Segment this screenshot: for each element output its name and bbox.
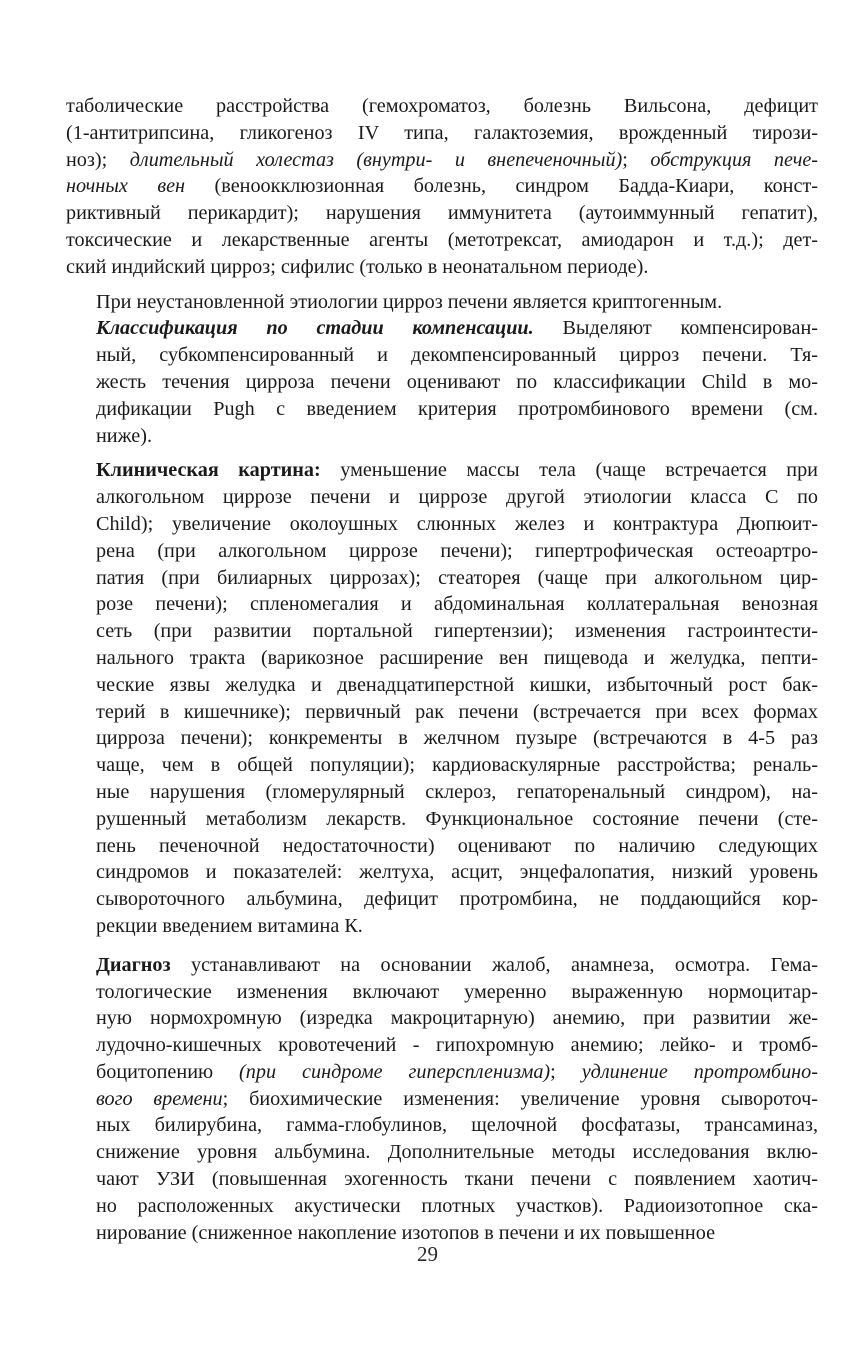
text-run: ; биохимические изменения: увеличение уровня сывороточ- [222, 1087, 818, 1110]
text-run: Классификация по стадии компенсации. [96, 317, 534, 340]
text-run: (1-антитрипсина, гликогеноз IV типа, галактоземия, врожденный тирози- [66, 121, 818, 144]
text-line [66, 806, 818, 833]
paragraph-etiology-continued [66, 93, 818, 281]
text-line [66, 699, 818, 726]
text-run: риктивный перикардит); нарушения иммунитета (аутоиммунный гепатит), [66, 202, 818, 225]
text-line [66, 147, 818, 174]
text-line [66, 93, 818, 120]
text-run: жесть течения цирроза печени оценивают по классификации Child в мо- [96, 370, 818, 393]
text-run: длительный холестаз (внутри- и внепеченочный) [129, 148, 623, 171]
text-run: лудочно-кишечных кровотечений - гипохромную анемию; лейко- и тромб- [96, 1034, 818, 1057]
text-run: нального тракта (варикозное расширение вен пищевода и желудка, пепти- [96, 646, 818, 669]
text-run: сывороточного альбумина, дефицит протромбина, не поддающийся кор- [96, 888, 818, 911]
text-run: ные нарушения (гломерулярный склероз, гепаторенальный синдром), на- [96, 780, 818, 803]
paragraph-diagnosis [66, 952, 818, 1247]
text-run: ночных вен [66, 175, 186, 198]
text-line [66, 618, 818, 645]
paragraph-cryptogenic [66, 289, 818, 316]
text-run: обструкция пече- [650, 148, 819, 171]
text-run: ; [622, 148, 651, 171]
text-line [66, 538, 818, 565]
text-run: ный, субкомпенсированный и декомпенсированный цирроз печени. Тя- [96, 344, 818, 367]
text-run: ческие язвы желудка и двенадцатиперстной кишки, избыточный рост бак- [96, 673, 818, 696]
text-run: розе печени); спленомегалия и абдоминальная коллатеральная венозная [96, 593, 818, 616]
text-run: таболические расстройства (гемохроматоз, болезнь Вильсона, дефицит [66, 95, 818, 117]
text-line [66, 423, 818, 450]
text-run: устанавливают на основании жалоб, анамнеза, осмотра. Гема- [170, 953, 818, 976]
text-line [66, 1112, 818, 1139]
body-text [66, 93, 818, 1246]
text-run: пень печеночной недостаточности) оценивают по наличию следующих [96, 834, 818, 857]
text-line [66, 120, 818, 147]
text-run: Выделяют компенсирован- [533, 317, 819, 340]
text-run: тологические изменения включают умеренно выраженную нормоцитар- [96, 980, 818, 1003]
text-line [66, 645, 818, 672]
text-run: ; [550, 1060, 582, 1083]
text-line [66, 173, 818, 200]
text-run: Клиническая картина: [96, 459, 321, 482]
paragraph-clinical-picture [66, 457, 818, 939]
text-line [66, 289, 818, 316]
text-run: рекции введением витамина К. [96, 914, 363, 937]
text-line [66, 886, 818, 913]
text-run: боцитопению [96, 1060, 240, 1083]
text-run: При неустановленной этиологии цирроз печени является криптогенным. [96, 290, 723, 313]
text-run: снижение уровня альбумина. Дополнительные методы исследования вклю- [96, 1141, 818, 1164]
text-line [66, 725, 818, 752]
text-line [66, 1193, 818, 1220]
text-run: ных билирубина, гамма-глобулинов, щелочной фосфатазы, трансаминаз, [96, 1114, 818, 1137]
text-line [66, 315, 818, 342]
text-run: чают УЗИ (повышенная эхогенность ткани печени с появлением хаотич- [96, 1168, 818, 1191]
text-run: цирроза печени); конкременты в желчном пузыре (встречаются в 4-5 раз [96, 727, 818, 750]
text-run: Диагноз [96, 953, 171, 976]
text-line [66, 1086, 818, 1113]
text-line [66, 200, 818, 227]
text-run: уменьшение массы тела (чаще встречается при [320, 459, 818, 482]
text-run: терий в кишечнике); первичный рак печени (встречается при всех формах [96, 700, 818, 723]
text-run: дификации Pugh с введением критерия протромбинового времени (см. [96, 397, 818, 420]
text-line [66, 254, 818, 281]
text-line [66, 1005, 818, 1032]
text-line [66, 913, 818, 940]
text-line [66, 1032, 818, 1059]
text-run: чаще, чем в общей популяции); кардиоваскулярные расстройства; реналь- [96, 754, 818, 777]
text-run: Child); увеличение околоушных слюнных желез и контрактура Дюпюит- [96, 512, 818, 535]
text-line [66, 1059, 818, 1086]
text-run: ский индийский цирроз; сифилис (только в неонатальном периоде). [66, 255, 649, 278]
text-line [66, 457, 818, 484]
text-run: удлинение протромбино- [581, 1060, 818, 1083]
text-run: (веноокклюзионная болезнь, синдром Бадда-Киари, конст- [185, 175, 818, 198]
text-line [66, 396, 818, 423]
text-line [66, 1139, 818, 1166]
text-line [66, 1166, 818, 1193]
text-line [66, 672, 818, 699]
text-line [66, 859, 818, 886]
text-run: сеть (при развитии портальной гипертензии); изменения гастроинтести- [96, 620, 818, 643]
text-line [66, 833, 818, 860]
text-line [66, 565, 818, 592]
text-run: алкогольном циррозе печени и циррозе другой этиологии класса С по [96, 486, 818, 509]
text-run: ную нормохромную (изредка макроцитарную) анемию, при развитии же- [96, 1007, 818, 1030]
text-run: патия (при билиарных циррозах); стеаторея (чаще при алкогольном цир- [96, 566, 818, 589]
text-line [66, 227, 818, 254]
text-run: ноз); [66, 148, 130, 171]
text-line [66, 369, 818, 396]
text-line [66, 484, 818, 511]
text-line [66, 979, 818, 1006]
text-run: ниже). [96, 424, 153, 447]
text-run: но расположенных акустически плотных участков). Радиоизотопное ска- [96, 1194, 818, 1217]
paragraph-classification [66, 315, 818, 449]
text-run: синдромов и показателей: желтуха, асцит, энцефалопатия, низкий уровень [96, 861, 818, 884]
page-number: 29 [417, 1242, 438, 1266]
text-run: нирование (сниженное накопление изотопов в печени и их повышенное [96, 1221, 716, 1244]
text-line [66, 752, 818, 779]
text-line [66, 779, 818, 806]
text-line [66, 952, 818, 979]
text-run: рена (при алкогольном циррозе печени); гипертрофическая остеоартро- [96, 539, 818, 562]
text-run: токсические и лекарственные агенты (метотрексат, амиодарон и т.д.); дет- [66, 228, 818, 251]
text-line [66, 511, 818, 538]
text-line [66, 342, 818, 369]
text-run: рушенный метаболизм лекарств. Функциональное состояние печени (сте- [96, 807, 818, 830]
text-run: (при синдроме гиперспленизма) [239, 1060, 551, 1083]
text-run: вого времени [96, 1087, 223, 1110]
text-line [66, 591, 818, 618]
